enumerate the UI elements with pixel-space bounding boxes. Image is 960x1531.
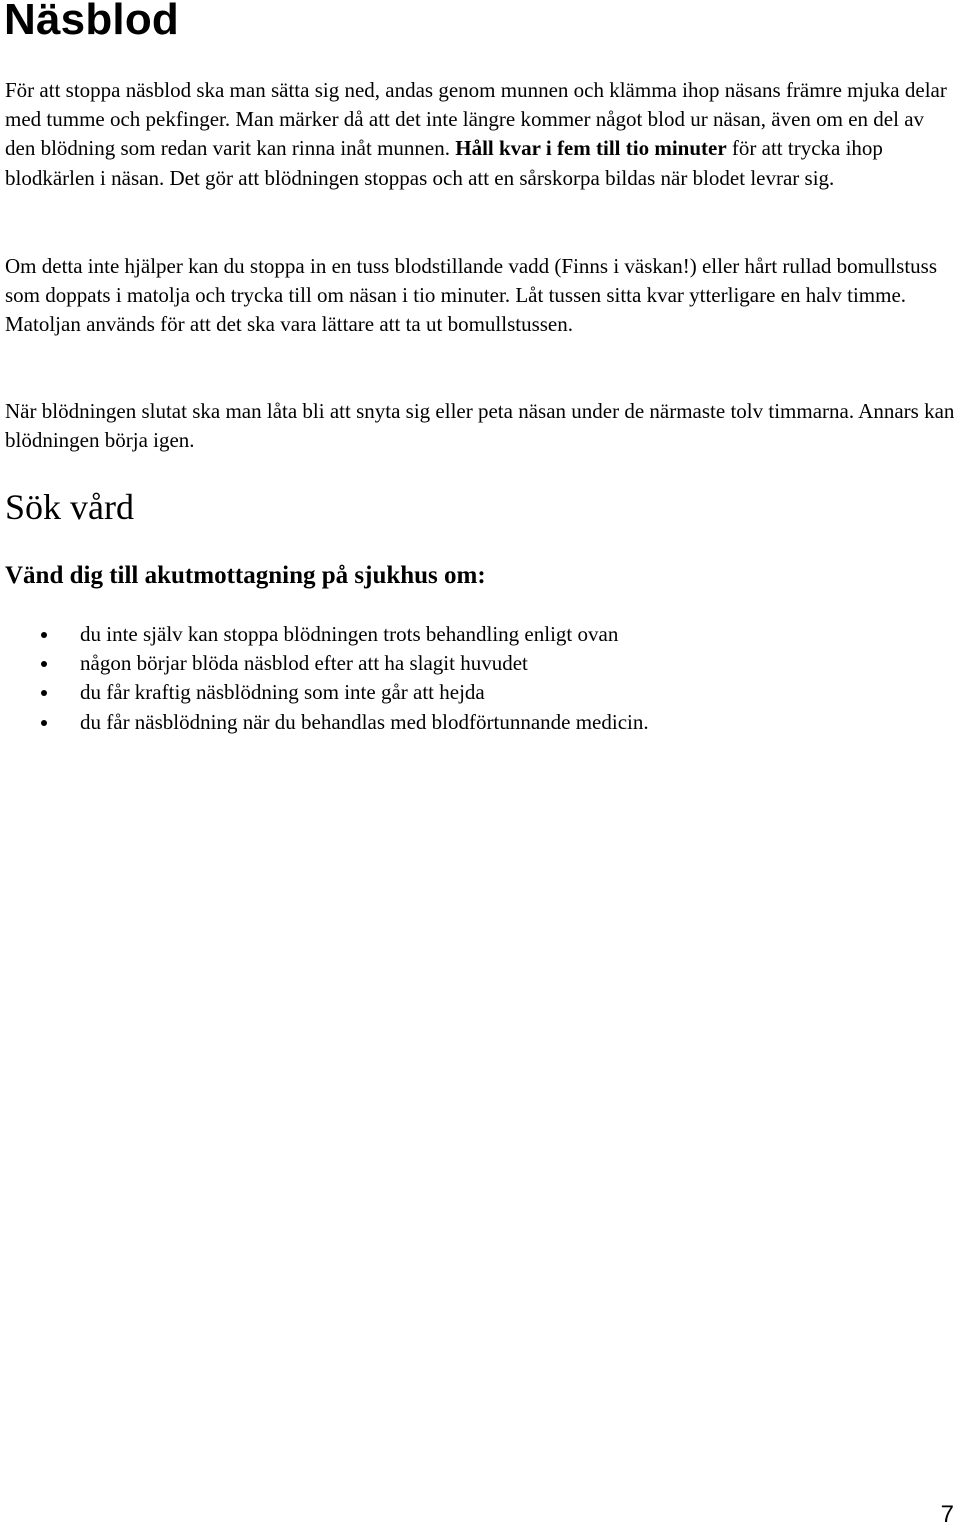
bullet-list: [0, 620, 960, 737]
bullet-icon: [41, 661, 47, 667]
emphasized-text: Håll kvar i fem till tio minuter: [455, 136, 727, 161]
section-subtitle: Vänd dig till akutmottagning på sjukhus om:: [5, 562, 486, 589]
list-item: [0, 649, 960, 678]
page-number: 7: [940, 1501, 954, 1528]
bullet-icon: [41, 720, 47, 726]
list-item-text: du får näsblödning när du behandlas med blodförtunnande medicin.: [80, 709, 649, 734]
bullet-icon: [41, 690, 47, 696]
list-item-text: någon börjar blöda näsblod efter att ha slagit huvudet: [80, 651, 528, 676]
list-item: [0, 678, 960, 707]
list-item-text: du inte själv kan stoppa blödningen trots behandling enligt ovan: [80, 622, 619, 646]
section-title: Sök vård: [5, 487, 134, 527]
list-item-text: du får kraftig näsblödning som inte går att hejda: [80, 680, 485, 705]
page-title: Näsblod: [4, 0, 179, 44]
list-item: [0, 708, 960, 737]
list-item: [0, 620, 960, 649]
paragraph-after-bleeding: När blödningen slutat ska man låta bli att snyta sig eller peta näsan under de närmaste tolv timmarna. Annars kan blödningen börja igen.: [5, 399, 955, 453]
bullet-icon: [41, 632, 47, 638]
paragraph-text: För att stoppa näsblod ska man sätta sig ned, andas genom munnen och klämma ihop näsans främre mjuka delar med tumme och pekfinger. Man märker då att det inte längre kommer något blod ur näsan, även om en del av den blödning som redan varit kan rinna inåt munnen.: [5, 78, 947, 161]
paragraph-cotton-swab: Om detta inte hjälper kan du stoppa in en tuss blodstillande vadd (Finns i väskan!) eller hårt rullad bomullstuss som doppats i matolja och trycka till om näsan i tio minuter. Låt tussen sitta kvar ytterligare en halv timme. Matoljan används för att det ska vara lättare att ta ut bomullstussen.: [5, 254, 937, 337]
paragraph-stop-nosebleed: [5, 76, 955, 193]
paragraph-text: för att trycka ihop blodkärlen i näsan. Det gör att blödningen stoppas och att en sårskorpa bildas när blodet levrar sig.: [5, 136, 883, 190]
